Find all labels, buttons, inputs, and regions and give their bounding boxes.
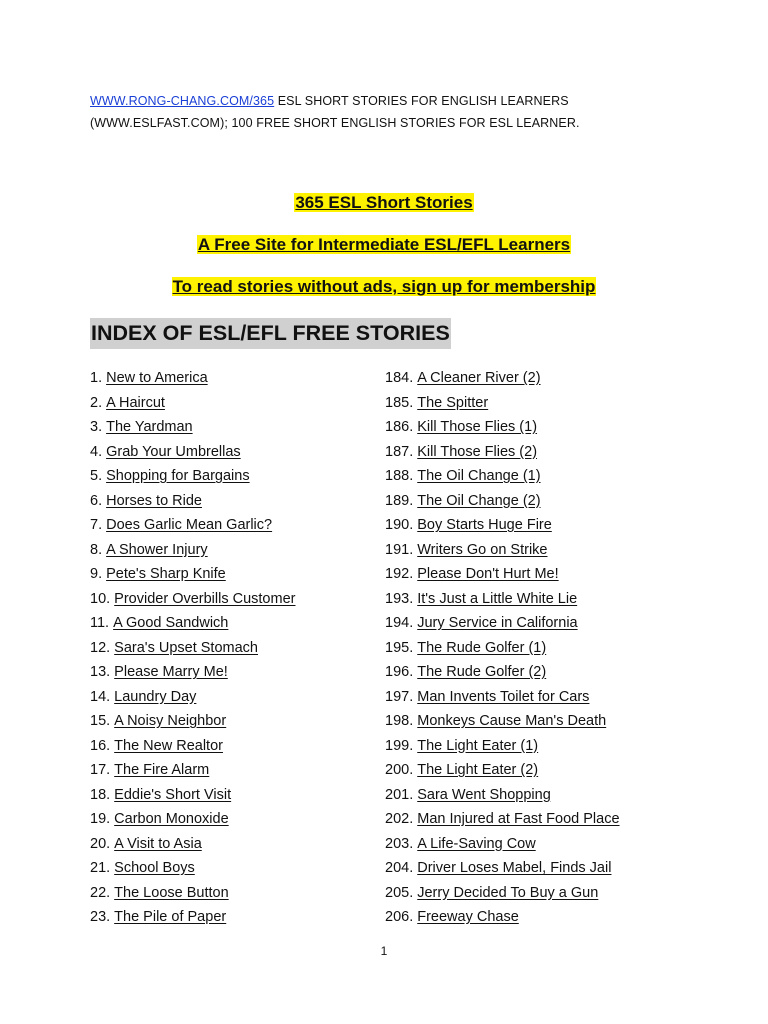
story-link[interactable]: The Loose Button — [114, 884, 229, 901]
story-link[interactable]: It's Just a Little White Lie — [417, 590, 578, 607]
story-link[interactable]: Monkeys Cause Man's Death — [417, 713, 607, 729]
story-list-item — [90, 440, 295, 465]
story-link[interactable]: Freeway Chase — [417, 909, 519, 925]
story-number: 6. — [90, 492, 103, 509]
story-list-item — [385, 415, 620, 440]
story-link[interactable]: Please Marry Me! — [114, 664, 228, 680]
story-link[interactable]: Jerry Decided To Buy a Gun — [417, 884, 599, 901]
site-title-line — [0, 193, 768, 213]
story-number: 197. — [385, 688, 414, 705]
tagline[interactable]: A Free Site for Intermediate ESL/EFL Learners — [197, 235, 571, 254]
story-link[interactable]: Carbon Monoxide — [114, 811, 229, 827]
story-number: 185. — [385, 394, 414, 411]
story-link[interactable]: New to America — [106, 370, 208, 386]
story-number: 9. — [90, 566, 103, 582]
story-list-item — [385, 881, 620, 906]
story-list-item — [385, 464, 620, 489]
story-number: 11. — [90, 615, 110, 631]
story-link[interactable]: A Haircut — [106, 394, 165, 411]
story-number: 2. — [90, 394, 103, 411]
story-number: 199. — [385, 737, 414, 754]
story-list-item — [90, 709, 295, 734]
story-number: 23. — [90, 909, 111, 925]
story-number: 20. — [90, 835, 111, 852]
story-number: 8. — [90, 541, 103, 558]
story-number: 196. — [385, 664, 414, 680]
story-list-item — [385, 636, 620, 661]
header-line-2: (WWW.ESLFAST.COM); 100 FREE SHORT ENGLISH STORIES FOR ESL LEARNER. — [90, 116, 580, 130]
story-number: 14. — [90, 688, 111, 705]
story-number: 194. — [385, 615, 414, 631]
story-list-item — [90, 685, 295, 710]
index-heading: INDEX OF ESL/EFL FREE STORIES — [90, 318, 451, 349]
story-link[interactable]: Grab Your Umbrellas — [106, 443, 241, 460]
story-link[interactable]: Man Injured at Fast Food Place — [417, 811, 620, 827]
story-link[interactable]: Sara Went Shopping — [417, 786, 551, 803]
header-line-1-text: ESL SHORT STORIES FOR ENGLISH LEARNERS — [274, 94, 569, 108]
story-list-item — [385, 513, 620, 538]
story-list-item — [385, 685, 620, 710]
story-list-item — [90, 391, 295, 416]
story-list-item — [90, 856, 295, 881]
story-list-item — [90, 758, 295, 783]
story-number: 19. — [90, 811, 111, 827]
story-link[interactable]: A Visit to Asia — [114, 835, 202, 852]
story-list-item — [90, 366, 295, 391]
story-list-item — [90, 734, 295, 759]
story-number: 189. — [385, 492, 414, 509]
story-number: 201. — [385, 786, 414, 803]
story-list-item — [385, 734, 620, 759]
story-list-item — [90, 905, 295, 930]
site-title[interactable]: 365 ESL Short Stories — [295, 193, 473, 212]
story-link[interactable]: The Light Eater (2) — [417, 762, 539, 778]
story-number: 21. — [90, 860, 111, 876]
story-link[interactable]: Please Don't Hurt Me! — [417, 566, 559, 582]
story-list-item — [385, 538, 620, 563]
story-list-item — [385, 391, 620, 416]
story-number: 193. — [385, 590, 414, 607]
story-list-item — [385, 905, 620, 930]
story-link[interactable]: Kill Those Flies (1) — [417, 419, 538, 435]
story-link[interactable]: Eddie's Short Visit — [114, 786, 232, 803]
story-list-item — [385, 587, 620, 612]
membership-link[interactable]: To read stories without ads, sign up for membership — [172, 277, 596, 296]
story-link[interactable]: Horses to Ride — [106, 492, 202, 509]
story-link[interactable]: The Oil Change (2) — [417, 492, 541, 509]
story-number: 186. — [385, 419, 414, 435]
story-link[interactable]: The Light Eater (1) — [417, 737, 539, 754]
story-number: 13. — [90, 664, 111, 680]
story-list-item — [385, 440, 620, 465]
story-link[interactable]: Driver Loses Mabel, Finds Jail — [417, 860, 612, 876]
story-list-item — [90, 562, 295, 587]
story-link[interactable]: Writers Go on Strike — [417, 541, 548, 558]
story-link[interactable]: Sara's Upset Stomach — [114, 639, 258, 656]
rong-chang-link[interactable]: WWW.RONG-CHANG.COM/365 — [90, 94, 275, 108]
story-number: 205. — [385, 884, 414, 901]
story-link[interactable]: Man Invents Toilet for Cars — [417, 688, 590, 705]
story-number: 190. — [385, 517, 414, 533]
story-number: 191. — [385, 541, 414, 558]
story-link[interactable]: A Life-Saving Cow — [417, 835, 536, 852]
story-link[interactable]: Boy Starts Huge Fire — [417, 517, 552, 533]
story-list-item — [90, 513, 295, 538]
story-number: 18. — [90, 786, 111, 803]
story-link[interactable]: The Yardman — [106, 419, 193, 435]
story-list-item — [90, 660, 295, 685]
story-link[interactable]: Jury Service in California — [417, 615, 578, 631]
story-number: 184. — [385, 370, 414, 386]
story-number: 15. — [90, 713, 111, 729]
story-number: 200. — [385, 762, 414, 778]
story-link[interactable]: A Noisy Neighbor — [114, 713, 227, 729]
tagline-line — [0, 235, 768, 255]
story-number: 5. — [90, 468, 103, 484]
story-number: 1. — [90, 370, 103, 386]
story-link[interactable]: The Rude Golfer (2) — [417, 664, 547, 680]
story-list-item — [385, 832, 620, 857]
story-list-item — [90, 538, 295, 563]
story-list-item — [385, 489, 620, 514]
story-list-item — [385, 709, 620, 734]
story-list-item — [90, 587, 295, 612]
story-list-right — [385, 366, 620, 930]
story-list-item — [385, 758, 620, 783]
story-list-item — [90, 489, 295, 514]
story-number: 12. — [90, 639, 111, 656]
story-list-item — [90, 783, 295, 808]
story-number: 22. — [90, 884, 111, 901]
story-list-item — [90, 464, 295, 489]
story-list-item — [90, 415, 295, 440]
story-list-item — [90, 832, 295, 857]
story-number: 203. — [385, 835, 414, 852]
story-number: 206. — [385, 909, 414, 925]
story-link[interactable]: A Good Sandwich — [113, 615, 229, 631]
story-number: 202. — [385, 811, 414, 827]
story-number: 204. — [385, 860, 414, 876]
story-number: 4. — [90, 443, 103, 460]
story-link[interactable]: School Boys — [114, 860, 195, 876]
header-line-1 — [90, 94, 569, 108]
story-number: 188. — [385, 468, 414, 484]
story-link[interactable]: Does Garlic Mean Garlic? — [106, 517, 273, 533]
story-link[interactable]: The Spitter — [417, 394, 489, 411]
story-number: 195. — [385, 639, 414, 656]
story-link[interactable]: Laundry Day — [114, 688, 197, 705]
story-link[interactable]: The New Realtor — [114, 737, 223, 754]
story-link[interactable]: The Rude Golfer (1) — [417, 639, 547, 656]
story-list-item — [385, 562, 620, 587]
story-link[interactable]: A Cleaner River (2) — [417, 370, 541, 386]
story-list-item — [385, 856, 620, 881]
story-link[interactable]: Pete's Sharp Knife — [106, 566, 226, 582]
story-number: 192. — [385, 566, 414, 582]
story-number: 16. — [90, 737, 111, 754]
story-list-item — [385, 807, 620, 832]
story-list-item — [385, 660, 620, 685]
story-list-item — [90, 881, 295, 906]
story-list-item — [385, 366, 620, 391]
story-link[interactable]: The Fire Alarm — [114, 762, 210, 778]
story-link[interactable]: The Pile of Paper — [114, 909, 227, 925]
story-list-left — [90, 366, 295, 930]
membership-line — [0, 277, 768, 297]
story-number: 17. — [90, 762, 111, 778]
story-number: 187. — [385, 443, 414, 460]
story-number: 10. — [90, 590, 111, 607]
story-number: 198. — [385, 713, 414, 729]
story-list-item — [385, 783, 620, 808]
story-list-item — [385, 611, 620, 636]
story-number: 7. — [90, 517, 103, 533]
story-link[interactable]: Kill Those Flies (2) — [417, 443, 538, 460]
story-link[interactable]: Shopping for Bargains — [106, 468, 250, 484]
page-number: 1 — [380, 944, 388, 958]
story-list-item — [90, 611, 295, 636]
story-link[interactable]: Provider Overbills Customer — [114, 590, 296, 607]
story-link[interactable]: The Oil Change (1) — [417, 468, 541, 484]
story-list-item — [90, 807, 295, 832]
story-link[interactable]: A Shower Injury — [106, 541, 208, 558]
story-list-item — [90, 636, 295, 661]
story-number: 3. — [90, 419, 103, 435]
